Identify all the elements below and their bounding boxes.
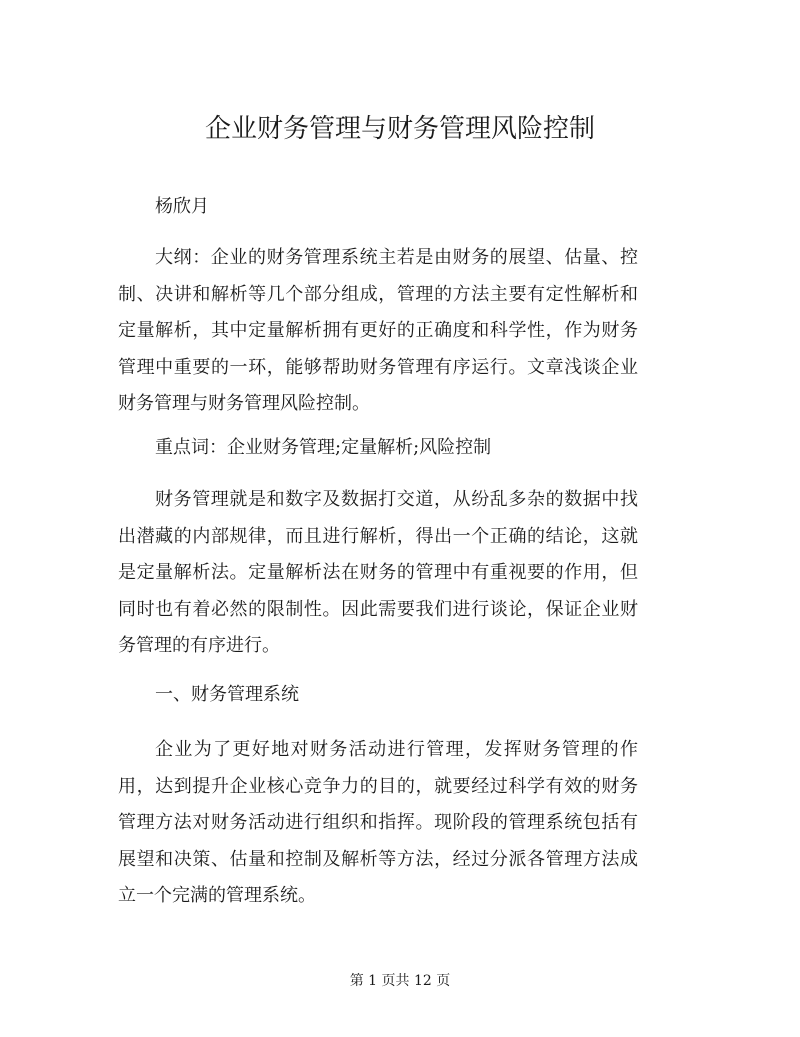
page-number-footer: 第 1 页共 12 页 [349,973,451,989]
body-paragraph: 企业为了更好地对财务活动进行管理，发挥财务管理的作用，达到提升企业核心竞争力的目的，就要经过科学有效的财务管理方法对财务活动进行组织和指挥。现阶段的管理系统包括有展望和决策、估量和控制及解析等方法，经过分派各管理方法成立一个完满的管理系统。 [118,739,638,906]
section-heading: 一、财务管理系统 [155,684,299,705]
document-title: 企业财务管理与财务管理风险控制 [204,114,595,144]
keywords-line: 重点词：企业财务管理;定量解析;风险控制 [155,437,492,458]
body-paragraph: 财务管理就是和数字及数据打交道，从纷乱多杂的数据中找出潜藏的内部规律，而且进行解析，得出一个正确的结论，这就是定量解析法。定量解析法在财务的管理中有重视要的作用，但同时也有着必然的限制性。因此需要我们进行谈论，保证企业财务管理的有序进行。 [118,489,638,656]
abstract-paragraph: 大纲：企业的财务管理系统主若是由财务的展望、估量、控制、决讲和解析等几个部分组成，管理的方法主要有定性解析和定量解析，其中定量解析拥有更好的正确度和科学性，作为财务管理中重要的一环，能够帮助财务管理有序运行。文章浅谈企业财务管理与财务管理风险控制。 [118,247,638,414]
author-name: 杨欣月 [155,196,209,217]
